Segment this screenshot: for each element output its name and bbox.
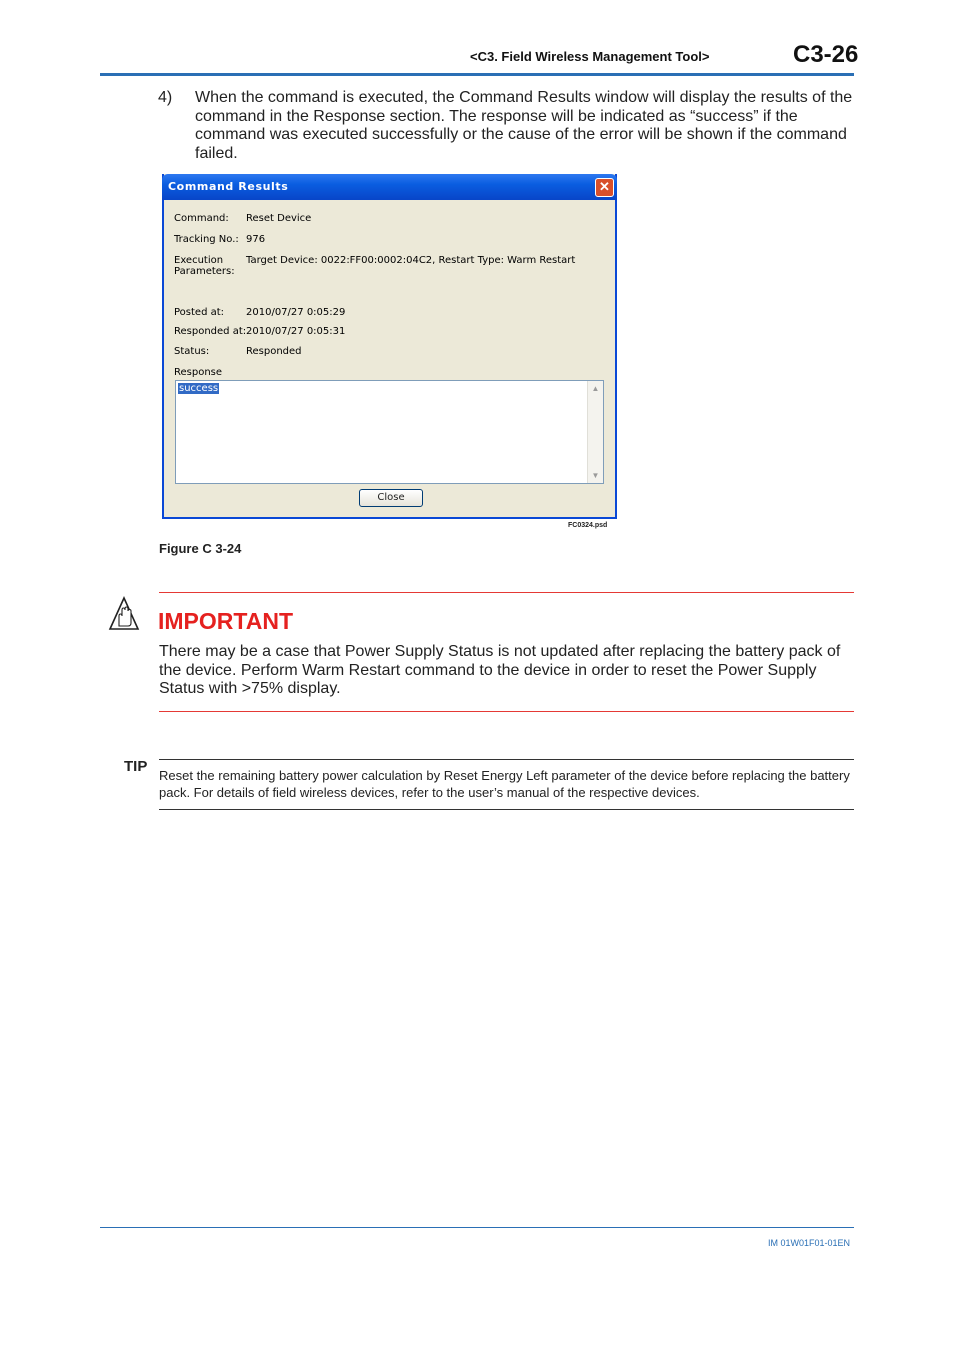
- response-label: Response: [174, 367, 223, 378]
- step-number: 4): [158, 89, 173, 106]
- command-results-dialog: [162, 174, 617, 519]
- header-divider: [100, 73, 854, 76]
- tracking-label: Tracking No.:: [174, 234, 239, 245]
- response-textarea[interactable]: [175, 380, 604, 484]
- execution-value: Target Device: 0022:FF00:0002:04C2, Restart Type: Warm Restart: [246, 255, 576, 266]
- footer-divider: [100, 1227, 854, 1228]
- tip-text: Reset the remaining battery power calculation by Reset Energy Left parameter of the device before replacing the battery pack. For details of field wireless devices, refer to the user’s manual of the respective devices.: [159, 768, 850, 800]
- response-text: success: [179, 383, 219, 394]
- figure-file-name: FC0324.psd: [568, 522, 608, 529]
- posted-label: Posted at:: [174, 307, 225, 318]
- tip-label: TIP: [124, 758, 148, 775]
- close-button[interactable]: Close: [359, 489, 423, 507]
- close-icon[interactable]: ✕: [595, 178, 614, 197]
- execution-label: Execution: [174, 255, 224, 266]
- posted-value: 2010/07/27 0:05:29: [246, 307, 346, 318]
- page-number: C3-26: [793, 41, 859, 68]
- tip-top-rule: [159, 759, 854, 760]
- status-label: Status:: [174, 346, 210, 357]
- scroll-down-icon[interactable]: ▼: [591, 471, 600, 480]
- response-scrollbar[interactable]: [587, 381, 603, 483]
- step-text: When the command is executed, the Command Results window will display the results of the command in the Response section. The response will be indicated as “success” if the command was executed successfully or the cause of the error will be shown if the command failed.: [195, 89, 853, 162]
- dialog-title: Command Results: [168, 180, 289, 193]
- figure-caption: Figure C 3-24: [159, 541, 242, 556]
- tracking-value: 976: [246, 234, 266, 245]
- status-value: Responded: [246, 346, 302, 357]
- important-top-rule: [159, 592, 854, 593]
- parameters-label: Parameters:: [174, 266, 235, 277]
- important-text: There may be a case that Power Supply Status is not updated after replacing the battery pack of the device. Perform Warm Restart command to the device in order to reset the Power Supply Status with >75% display.: [159, 643, 841, 697]
- important-bottom-rule: [159, 711, 854, 712]
- dialog-titlebar[interactable]: [162, 174, 617, 200]
- important-title: IMPORTANT: [158, 608, 294, 634]
- warning-hand-icon: [108, 596, 140, 632]
- command-label: Command:: [174, 213, 229, 224]
- command-value: Reset Device: [246, 213, 312, 224]
- tip-bottom-rule: [159, 809, 854, 810]
- scroll-up-icon[interactable]: ▲: [591, 384, 600, 393]
- responded-value: 2010/07/27 0:05:31: [246, 326, 346, 337]
- header-section-title: <C3. Field Wireless Management Tool>: [470, 49, 710, 64]
- responded-label: Responded at:: [174, 326, 247, 337]
- document-id: IM 01W01F01-01EN: [768, 1238, 851, 1248]
